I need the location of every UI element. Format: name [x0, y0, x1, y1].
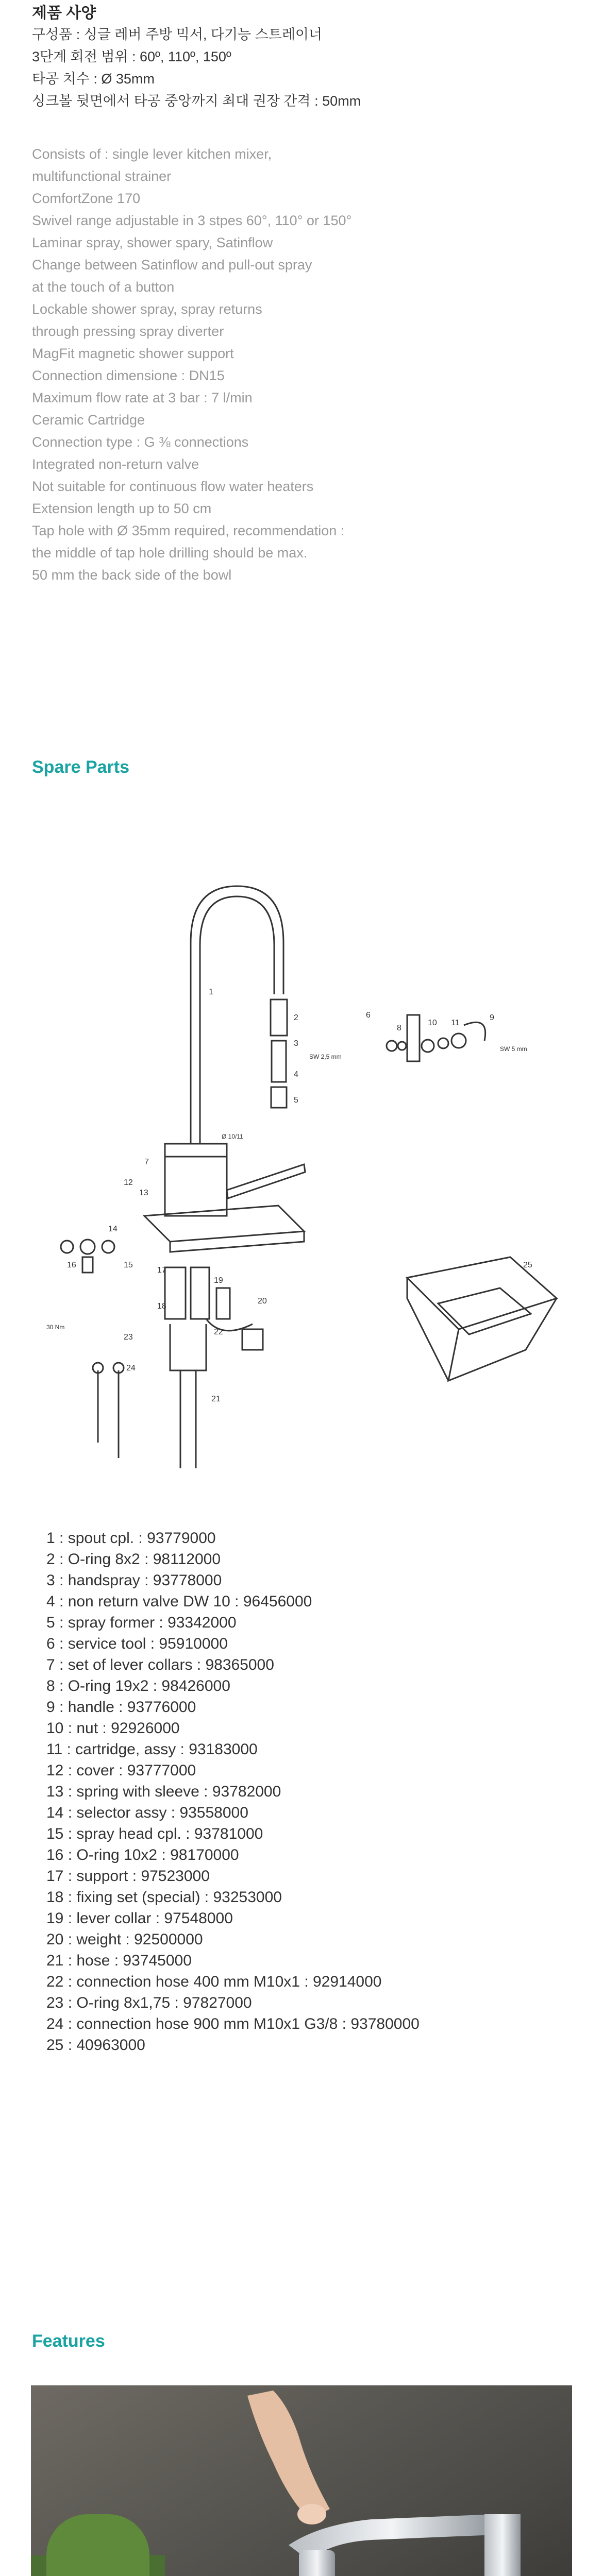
list-item: Swivel range adjustable in 3 stpes 60°, 110° or 150° [32, 213, 352, 228]
list-item: 8 : O-ring 19x2 : 98426000 [46, 1677, 230, 1694]
list-item: Maximum flow rate at 3 bar : 7 l/min [32, 390, 253, 405]
list-item: 50 mm the back side of the bowl [32, 567, 232, 583]
spare-parts-list [46, 1528, 420, 2056]
list-item: 18 : fixing set (special) : 93253000 [46, 1889, 282, 1906]
list-item: 23 : O-ring 8x1,75 : 97827000 [46, 1994, 252, 2011]
list-item: 20 : weight : 92500000 [46, 1931, 203, 1948]
photo-select-button [31, 2385, 572, 2576]
diagram-label-dia: Ø 10/11 [222, 1133, 243, 1140]
list-item: 24 : connection hose 900 mm M10x1 G3/8 : 93780000 [46, 2015, 420, 2032]
list-item: multifunctional strainer [32, 168, 172, 184]
diagram-label-sw25: SW 2,5 mm [309, 1053, 342, 1060]
list-item: Not suitable for continuous flow water heaters [32, 479, 314, 494]
list-item: 10 : nut : 92926000 [46, 1720, 180, 1737]
list-item: Change between Satinflow and pull-out spray [32, 257, 312, 273]
diagram-label-25: 25 [523, 1261, 532, 1269]
diagram-label-18: 18 [157, 1302, 166, 1311]
list-item: 16 : O-ring 10x2 : 98170000 [46, 1846, 239, 1863]
list-item: Lockable shower spray, spray returns [32, 301, 262, 317]
diagram-label-15: 15 [124, 1261, 133, 1269]
diagram-label-12: 12 [124, 1178, 133, 1187]
list-item: Ceramic Cartridge [32, 412, 145, 428]
list-item: 2 : O-ring 8x2 : 98112000 [46, 1551, 221, 1568]
diagram-label-11: 11 [451, 1019, 460, 1027]
diagram-label-20: 20 [258, 1297, 267, 1306]
diagram-label-16: 16 [67, 1261, 76, 1269]
diagram-label-sw5: SW 5 mm [500, 1045, 527, 1053]
list-item: 4 : non return valve DW 10 : 96456000 [46, 1593, 312, 1610]
list-item: Connection dimensione : DN15 [32, 368, 225, 383]
list-item: 구성품 : 싱글 레버 주방 믹서, 다기능 스트레이너 [32, 27, 323, 42]
list-item: 13 : spring with sleeve : 93782000 [46, 1783, 281, 1800]
list-item: 21 : hose : 93745000 [46, 1952, 192, 1969]
spec-title: 제품 사양 [32, 5, 96, 22]
diagram-label-6: 6 [366, 1011, 371, 1020]
list-item: 14 : selector assy : 93558000 [46, 1804, 248, 1821]
diagram-label-8: 8 [397, 1024, 401, 1032]
diagram-label-30nm: 30 Nm [46, 1324, 65, 1331]
list-item: Connection type : G ⅜ connections [32, 434, 249, 450]
diagram-label-24: 24 [126, 1364, 136, 1372]
list-item: Laminar spray, shower spary, Satinflow [32, 235, 273, 250]
spout-outline [191, 886, 283, 1144]
spare-parts-heading: Spare Parts [32, 757, 129, 777]
list-item: 9 : handle : 93776000 [46, 1699, 196, 1716]
list-item: ComfortZone 170 [32, 191, 141, 206]
list-item: the middle of tap hole drilling should be max. [32, 545, 308, 561]
features-heading: Features [32, 2331, 105, 2351]
diagram-label-2: 2 [294, 1013, 298, 1022]
list-item: 5 : spray former : 93342000 [46, 1614, 237, 1631]
spec-korean-list [32, 24, 361, 112]
list-item: 15 : spray head cpl. : 93781000 [46, 1825, 263, 1842]
list-item: at the touch of a button [32, 279, 175, 295]
list-item: through pressing spray diverter [32, 324, 224, 339]
exploded-view-svg [36, 876, 567, 1510]
list-item: 19 : lever collar : 97548000 [46, 1910, 233, 1927]
list-item: 3단계 회전 범위 : 60º, 110º, 150º [32, 49, 231, 64]
diagram-label-14: 14 [108, 1225, 118, 1233]
list-item: Extension length up to 50 cm [32, 501, 212, 516]
spec-english-list [32, 143, 351, 586]
diagram-label-5: 5 [294, 1096, 298, 1105]
diagram-label-19: 19 [214, 1276, 223, 1285]
list-item: 6 : service tool : 95910000 [46, 1635, 228, 1652]
list-item: MagFit magnetic shower support [32, 346, 234, 361]
list-item: Consists of : single lever kitchen mixer, [32, 146, 272, 162]
diagram-label-4: 4 [294, 1070, 298, 1079]
diagram-label-3: 3 [294, 1039, 298, 1048]
diagram-label-9: 9 [490, 1013, 494, 1022]
list-item: 1 : spout cpl. : 93779000 [46, 1530, 216, 1547]
list-item: 3 : handspray : 93778000 [46, 1572, 222, 1589]
list-item: 17 : support : 97523000 [46, 1868, 210, 1885]
list-item: 7 : set of lever collars : 98365000 [46, 1656, 274, 1673]
diagram-label-23: 23 [124, 1333, 133, 1342]
list-item: 타공 치수 : Ø 35mm [32, 71, 155, 87]
diagram-label-7: 7 [144, 1158, 149, 1166]
list-item: 25 : 40963000 [46, 2037, 145, 2054]
list-item: Tap hole with Ø 35mm required, recommendation : [32, 523, 345, 538]
list-item: 12 : cover : 93777000 [46, 1762, 196, 1779]
diagram-label-13: 13 [139, 1189, 148, 1197]
diagram-label-10: 10 [428, 1019, 437, 1027]
diagram-label-21: 21 [211, 1395, 221, 1403]
diagram-label-22: 22 [214, 1328, 223, 1336]
list-item: 11 : cartridge, assy : 93183000 [46, 1741, 258, 1758]
diagram-label-1: 1 [209, 988, 213, 996]
list-item: Integrated non-return valve [32, 456, 199, 472]
list-item: 싱크볼 뒷면에서 타공 중앙까지 최대 권장 간격 : 50mm [32, 93, 361, 109]
diagram-label-17: 17 [157, 1266, 166, 1275]
exploded-view-diagram [36, 876, 567, 1510]
list-item: 22 : connection hose 400 mm M10x1 : 92914000 [46, 1973, 382, 1990]
